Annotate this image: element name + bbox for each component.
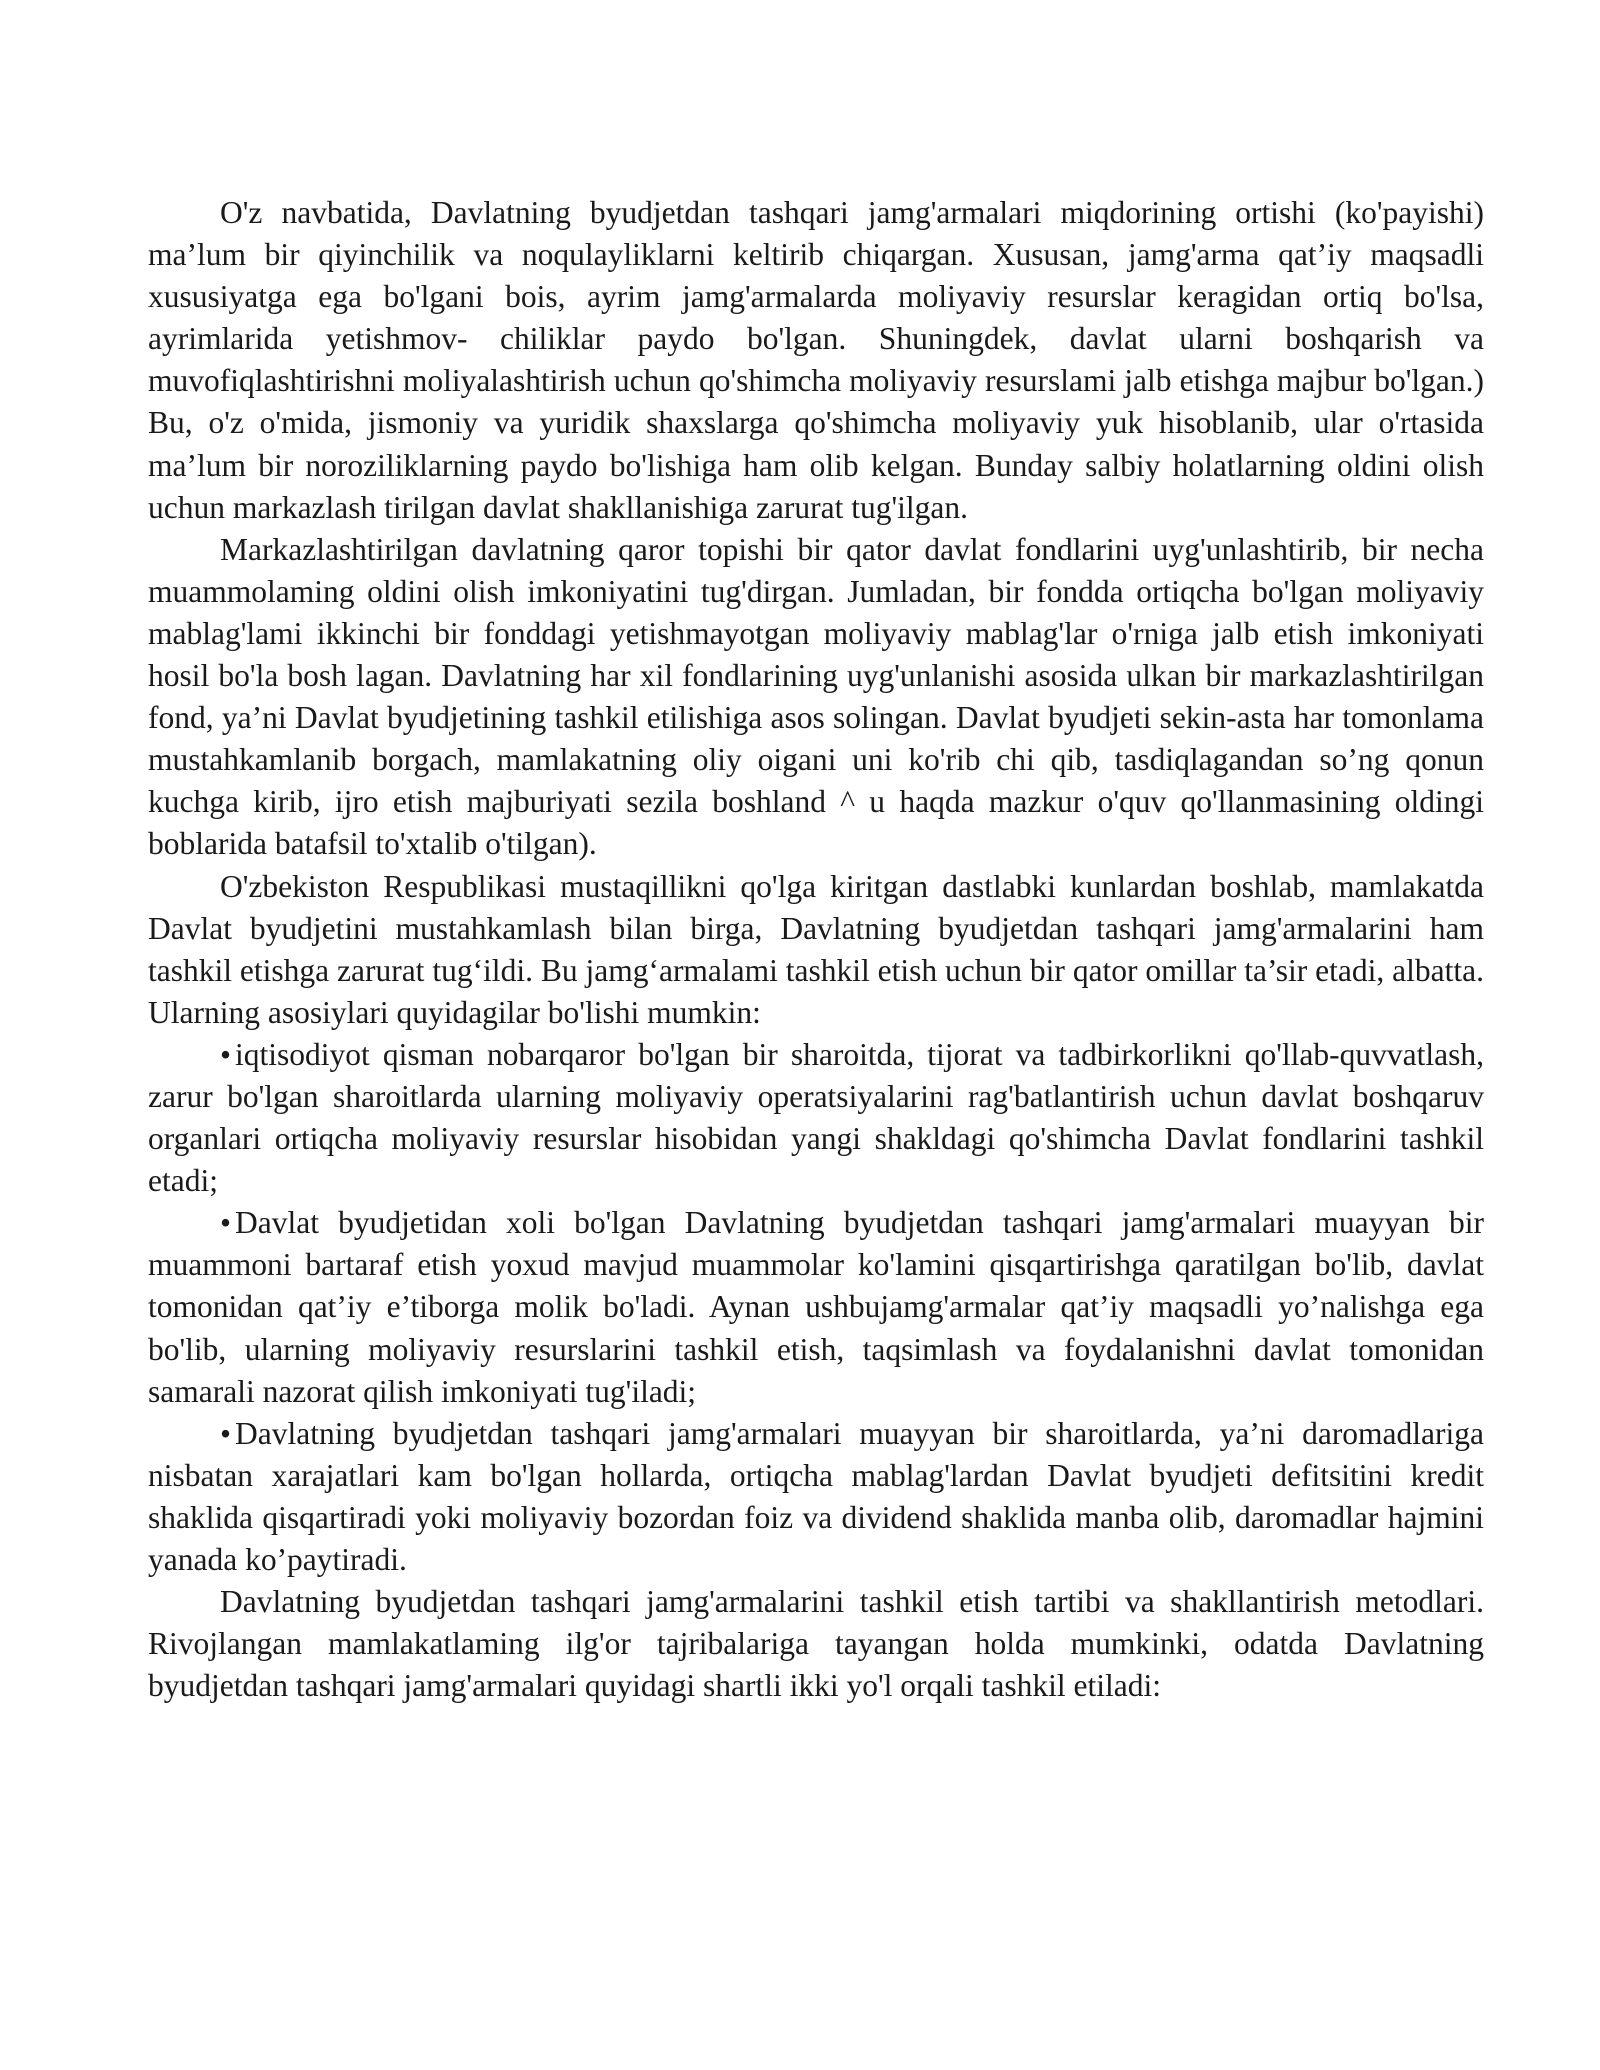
paragraph-2: Markazlashtirilgan davlatning qaror topishi bir qator davlat fondlarini uyg'unlashtirib, bir necha muammolaming oldini olish imkoniyatini tug'dirgan. Jumladan, bir fondda ortiqcha bo'lgan moliyaviy mablag'lami ikkinchi bir fonddagi yetishmayotgan moliyaviy mablag'lar o'rniga jalb etish imkoniyati hosil bo'la bosh lagan. Davlatning har xil fondlarining uyg'unlanishi asosida ulkan bir markazlashtirilgan fond, ya’ni Davlat byudjetining tashkil etilishiga asos solingan. Davlat byudjeti sekin-asta har tomonlama mustahkamlanib borgach, mamlakatning oliy oigani uni ko'rib chi qib, tasdiqlagandan so’ng qonun kuchga kirib, ijro etish majburiyati sezila boshland ^ u haqda mazkur o'quv qo'llanmasining oldingi boblarida batafsil to'xtalib o'tilgan). <box>148 531 1484 862</box>
bullet-text: Davlat byudjetidan xoli bo'lgan Davlatning byudjetdan tashqari jamg'armalari muayyan bir muammoni bartaraf etish yoxud mavjud muammolar ko'lamini qisqartirishga qaratilgan bo'lib, davlat tomonidan qat’iy e’tiborga molik bo'ladi. Aynan ushbujamg'armalar qat’iy maqsadli yo’nalishga ega bo'lib, ularning moliyaviy resurslarini tashkil etish, taqsimlash va foydalanishni davlat tomonidan samarali nazorat qilish imkoniyati tug'iladi; <box>148 1205 1484 1409</box>
document-page <box>148 192 1484 1707</box>
bullet-text: Davlatning byudjetdan tashqari jamg'armalari muayyan bir sharoitlarda, ya’ni daromadlariga nisbatan xarajatlari kam bo'lgan hollarda, ortiqcha mablag'lardan Davlat byudjeti defitsitini kredit shaklida qisqartiradi yoki moliyaviy bozordan foiz va dividend shaklida manba olib, daromadlar hajmini yanada ko’paytiradi. <box>148 1415 1484 1577</box>
bullet-text: iqtisodiyot qisman nobarqaror bo'lgan bir sharoitda, tijorat va tadbirkorlikni qo'llab-quvvatlash, zarur bo'lgan sharoitlarda ularning moliyaviy operatsiyalarini rag'batlantirish uchun davlat boshqaruv organlari ortiqcha moliyaviy resurslar hisobidan yangi shakldagi qo'shimcha Davlat fondlarini tashkil etadi; <box>148 1036 1484 1199</box>
bullet-marker: • <box>220 1415 232 1451</box>
bullet-item-2 <box>148 1202 1484 1412</box>
paragraph-4: Davlatning byudjetdan tashqari jamg'armalarini tashkil etish tartibi va shakllantirish metodlari. Rivojlangan mamlakatlaming ilg'or tajribalariga tayangan holda mumkinki, odatda Davlatning byudjetdan tashqari jamg'armalari quyidagi shartli ikki yo'l orqali tashkil etiladi: <box>148 1584 1484 1704</box>
paragraph-1: O'z navbatida, Davlatning byudjetdan tashqari jamg'armalari miqdorining ortishi (ko'payishi) ma’lum bir qiyinchilik va noqulayliklarni keltirib chiqargan. Xususan, jamg'arma qat’iy maqsadli xususiyatga ega bo'lgani bois, ayrim jamg'armalarda moliyaviy resurslar keragidan ortiq bo'lsa, ayrimlarida yetishmov- chiliklar paydo bo'lgan. Shuningdek, davlat ularni boshqarish va muvofiqlashtirishni moliyalashtirish uchun qo'shimcha moliyaviy resurslami jalb etishga majbur bo'lgan.) Bu, o'z o'mida, jismoniy va yuridik shaxslarga qo'shimcha moliyaviy yuk hisoblanib, ular o'rtasida ma’lum bir noroziliklarning paydo bo'lishiga ham olib kelgan. Bunday salbiy holatlarning oldini olish uchun markazlash tirilgan davlat shakllanishiga zarurat tug'ilgan. <box>148 195 1484 525</box>
bullet-marker: • <box>220 1205 232 1241</box>
bullet-item-1 <box>148 1034 1484 1202</box>
bullet-item-3 <box>148 1413 1484 1581</box>
bullet-marker: • <box>220 1036 232 1072</box>
paragraph-3: O'zbekiston Respublikasi mustaqillikni qo'lga kiritgan dastlabki kunlardan boshlab, mamlakatda Davlat byudjetini mustahkamlash bilan birga, Davlatning byudjetdan tashqari jamg'armalarini ham tashkil etishga zarurat tug‘ildi. Bu jamg‘armalami tashkil etish uchun bir qator omillar ta’sir etadi, albatta. Ularning asosiylari quyidagilar bo'lishi mumkin: <box>148 868 1484 1030</box>
